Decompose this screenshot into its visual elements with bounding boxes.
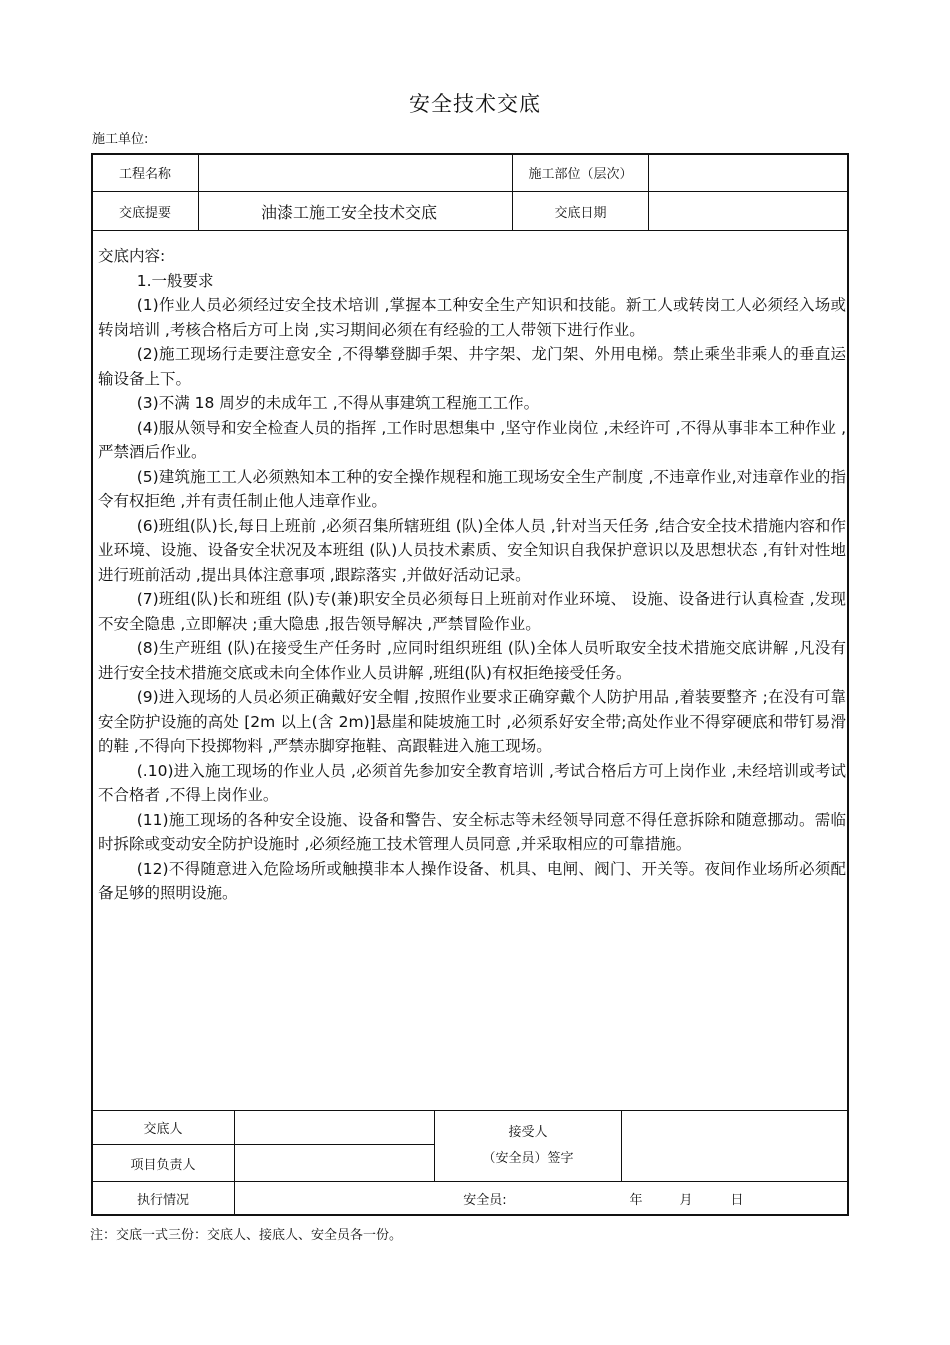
content-paragraph: (1)作业人员必须经过安全技术培训 ,掌握本工种安全生产知识和技能。新工人或转岗工人必须经入场或转岗培训 ,考核合格后方可上岗 ,实习期间必须在有经验的工人带领下进行作业。 <box>98 296 846 339</box>
execution-label: 执行情况 <box>136 1193 189 1208</box>
receiver-label-line1: 接受人 <box>508 1125 548 1140</box>
content-paragraph: (11)施工现场的各种安全设施、设备和警告、安全标志等未经领导同意不得任意拆除和随意挪动。需临时拆除或变动安全防护设施时 ,必须经施工技术管理人员同意 ,并采取相应的可靠措施。 <box>98 810 846 853</box>
month-label: 月 <box>679 1193 693 1208</box>
safety-officer-label: 安全员: <box>463 1193 507 1208</box>
project-manager-signature[interactable] <box>235 1145 434 1181</box>
project-manager-label: 项目负责人 <box>130 1157 196 1173</box>
construction-location-label: 施工部位（层次） <box>528 167 633 182</box>
receiver-label <box>435 1111 621 1181</box>
construction-unit-label: 施工单位: <box>92 132 149 147</box>
document-title: 安全技术交底 <box>409 92 541 116</box>
summary-label: 交底提要 <box>118 205 171 221</box>
receiver-label-line2: （安全员）签字 <box>482 1151 574 1166</box>
discloser-label: 交底人 <box>143 1122 183 1137</box>
disclosure-date-value[interactable] <box>649 192 848 230</box>
section-heading: 1.一般要求 <box>136 271 214 290</box>
footnote: 注：交底一式三份：交底人、接底人、安全员各一份。 <box>90 1228 403 1243</box>
discloser-signature[interactable] <box>235 1111 434 1144</box>
disclosure-content <box>98 244 846 906</box>
content-paragraph: (2)施工现场行走要注意安全 ,不得攀登脚手架、井字架、龙门架、外用电梯。禁止乘坐非乘人的垂直运输设备上下。 <box>98 345 846 388</box>
content-paragraph: (9)进入现场的人员必须正确戴好安全帽 ,按照作业要求正确穿戴个人防护用品 ,着装要整齐 ;在没有可靠安全防护设施的高处 [2m 以上(含 2m)]悬崖和陡坡施工时 ,必须系好安全带;高处作业不得穿硬底和带钉易滑的鞋 ,不得向下投掷物料 ,严禁赤脚穿拖鞋、高跟鞋进入施工现场。 <box>98 688 846 755</box>
row-divider <box>92 230 848 231</box>
receiver-signature[interactable] <box>622 1111 848 1181</box>
content-paragraph: (4)服从领导和安全检查人员的指挥 ,工作时思想集中 ,坚守作业岗位 ,未经许可 ,不得从事非本工种作业 ,严禁酒后作业。 <box>98 418 846 461</box>
content-paragraph: (7)班组(队)长和班组 (队)专(兼)职安全员必须每日上班前对作业环境、 设施、设备进行认真检查 ,发现不安全隐患 ,立即解决 ;重大隐患 ,报告领导解决 ,严禁冒险作业。 <box>98 590 846 633</box>
construction-location-value[interactable] <box>649 154 848 191</box>
project-name-value[interactable] <box>199 154 512 191</box>
project-name-label: 工程名称 <box>118 167 171 182</box>
day-label: 日 <box>730 1193 744 1208</box>
year-label: 年 <box>629 1193 643 1208</box>
content-paragraph: (3)不满 18 周岁的未成年工 ,不得从事建筑工程施工工作。 <box>136 394 540 412</box>
content-heading: 交底内容: <box>98 247 166 265</box>
content-paragraph: (8)生产班组 (队)在接受生产任务时 ,应同时组织班组 (队)全体人员听取安全技术措施交底讲解 ,凡没有进行安全技术措施交底或未向全体作业人员讲解 ,班组(队)有权拒绝接受任务。 <box>98 639 846 682</box>
summary-value: 油漆工施工安全技术交底 <box>260 202 437 222</box>
disclosure-date-label: 交底日期 <box>554 205 607 221</box>
content-paragraph: (5)建筑施工工人必须熟知本工种的安全操作规程和施工现场安全生产制度 ,不违章作业,对违章作业的指令有权拒绝 ,并有责任制止他人违章作业。 <box>98 467 846 510</box>
content-paragraph: (6)班组(队)长,每日上班前 ,必须召集所辖班组 (队)全体人员 ,针对当天任务 ,结合安全技术措施内容和作业环境、设施、设备安全状况及本班组 (队)人员技术素质、安全知识自我保护意识以及思想状态 ,有针对性地进行班前活动 ,提出具体注意事项 ,跟踪落实 ,并做好活动记录。 <box>98 516 846 584</box>
content-paragraph: (.10)进入施工现场的作业人员 ,必须首先参加安全教育培训 ,考试合格后方可上岗作业 ,未经培训或考试不合格者 ,不得上岗作业。 <box>98 761 846 804</box>
content-paragraph: (12)不得随意进入危险场所或触摸非本人操作设备、机具、电闸、阀门、开关等。夜间作业场所必须配备足够的照明设施。 <box>98 859 846 902</box>
